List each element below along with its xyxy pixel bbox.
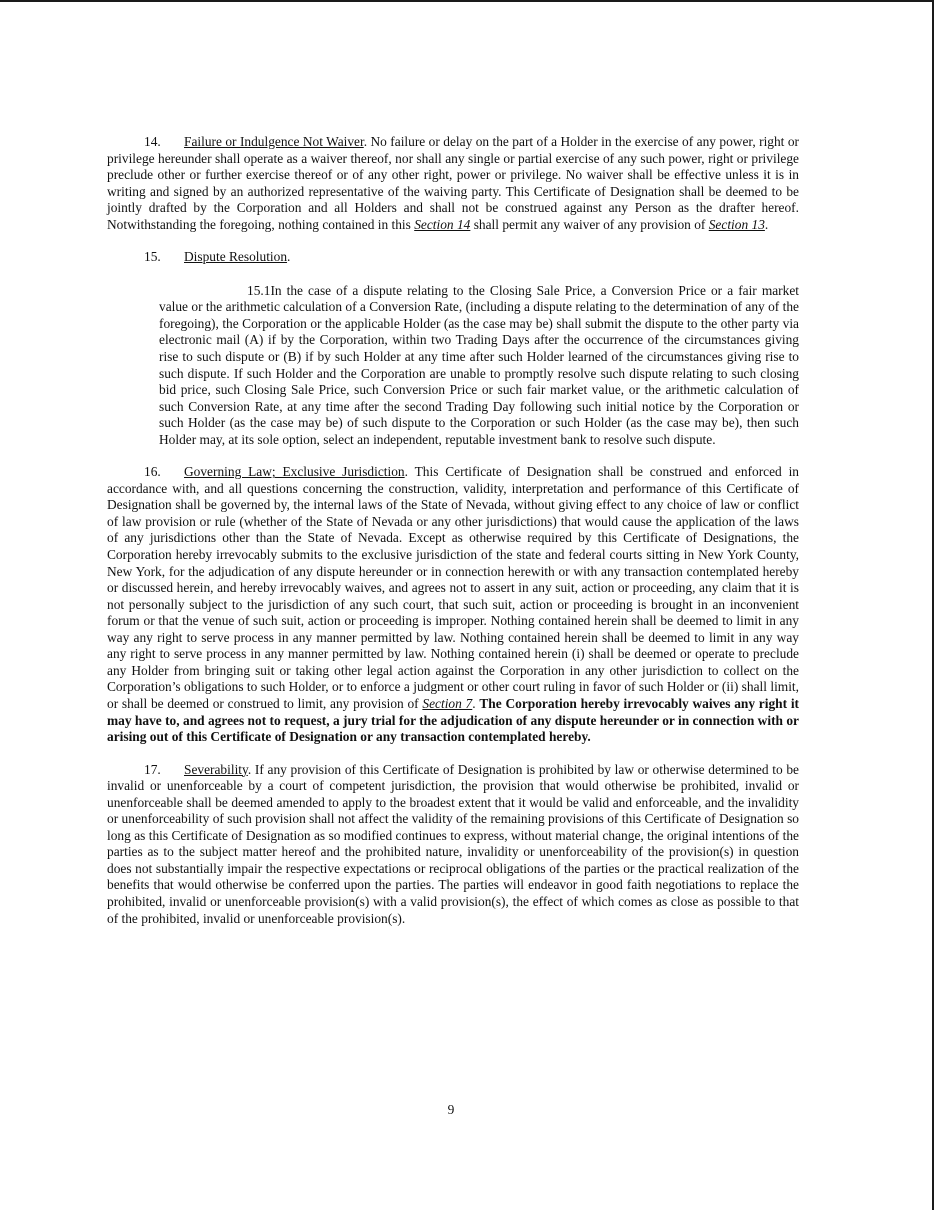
section-reference: Section 7 xyxy=(422,695,473,711)
subsection-15-1 xyxy=(159,283,799,448)
section-reference: Section 14 xyxy=(414,216,471,232)
section-text: . This Certificate of Designation shall be construed and enforced in accordance with, and all questions concerning the construction, validity, interpretation and performance of this Certificate of Designation shall be governed by, the internal laws of the State of Nevada, without giving effect to any choice of law or conflict of law provision or rule (whether of the State of Nevada or any other jurisdictions) that would cause the application of the laws of any jurisdictions other than the State of Nevada. Except as otherwise required by this Certificate of Designations, the Corporation hereby irrevocably submits to the exclusive jurisdiction of the state and federal courts sitting in New York County, New York, for the adjudication of any dispute hereunder or in connection herewith or with any transaction contemplated hereby or discussed herein, and hereby irrevocably waives, and agrees not to assert in any suit, action or proceeding, any claim that it is not personally subject to the jurisdiction of any such court, that such suit, action or proceeding is brought in an inconvenient forum or that the venue of such suit, action or proceeding is improper. Nothing contained herein shall be deemed to limit in any way any right to serve process in any manner permitted by law. Nothing contained herein shall be deemed to limit in any way any right to serve process in any manner permitted by law. Nothing contained herein (i) shall be deemed or operate to preclude any Holder from bringing suit or taking other legal action against the Corporation in any other jurisdiction to collect on the Corporation’s obligations to such Holder, or to enforce a judgment or other court ruling in favor of such Holder or (ii) shall limit, or shall be deemed or construed to limit, any provision of xyxy=(107,464,799,711)
section-text: . xyxy=(764,216,769,232)
section-16 xyxy=(107,464,799,745)
section-text: shall permit any waiver of any provision of xyxy=(470,216,709,232)
section-reference: Section 13 xyxy=(708,216,765,232)
section-15-heading xyxy=(107,249,799,266)
section-title: Severability xyxy=(184,761,248,777)
subsection-text: In the case of a dispute relating to the Closing Sale Price, a Conversion Price or a fair market value or the arithmetic calculation of a Conversion Rate, (including a dispute relating to the determination of any of the foregoing), the Corporation or the applicable Holder (as the case may be) shall submit the dispute to the other party via electronic mail (A) if by the Corporation, within two Trading Days after the occurrence of the circumstances giving rise to such dispute or (B) if by such Holder at any time after such Holder learned of the circumstances giving rise to such dispute. If such Holder and the Corporation are unable to promptly resolve such dispute relating to such closing bid price, such Closing Sale Price, such Conversion Price or such fair market value, or the arithmetic calculation of such Conversion Rate, at any time after the second Trading Day following such initial notice by the Corporation or such Holder (as the case may be) of such dispute to the Corporation or such Holder (as the case may be), then such Holder may, at its sole option, select an independent, reputable investment bank to resolve such dispute. xyxy=(159,282,799,447)
section-number: 14. xyxy=(144,134,161,149)
section-text: . If any provision of this Certificate of Designation is prohibited by law or otherwise determined to be invalid or unenforceable by a court of competent jurisdiction, the provision that would otherwise be prohibited, invalid or unenforceable shall be deemed amended to apply to the broadest extent that it would be valid and enforceable, and the invalidity or unenforceability of such provision shall not affect the validity of the remaining provisions of this Certificate of Designation so long as this Certificate of Designation as so modified continues to express, without material change, the original intentions of the parties as to the subject matter hereof and the prohibited nature, invalidity or unenforceability of the provision(s) in question does not substantially impair the respective expectations or reciprocal obligations of the parties or the practical realization of the benefits that would otherwise be conferred upon the parties. The parties will endeavor in good faith negotiations to replace the prohibited, invalid or unenforceable provision(s) with a valid provision(s), the effect of which comes as close as possible to that of the prohibited, invalid or unenforceable provision(s). xyxy=(107,761,799,926)
page-number: 9 xyxy=(447,1102,455,1117)
section-number: 15. xyxy=(144,249,161,265)
section-title-punctuation: . xyxy=(287,249,291,265)
section-17 xyxy=(107,762,799,927)
section-number: 17. xyxy=(144,761,161,777)
jury-waiver-text: The Corporation hereby irrevocably waives any right it may have to, and agrees not to request, a jury trial for the adjudication of any dispute hereunder or in connection with or arising out of this Certificate of Designation or any transaction contemplated hereby. xyxy=(107,695,799,745)
section-title: Failure or Indulgence Not Waiver xyxy=(184,134,364,149)
section-title: Governing Law; Exclusive Jurisdiction xyxy=(184,464,405,480)
section-title: Dispute Resolution xyxy=(184,249,288,265)
section-number: 16. xyxy=(144,464,161,480)
section-text: . No failure or delay on the part of a Holder in the exercise of any power, right or privilege hereunder shall operate as a waiver thereof, nor shall any single or partial exercise of any such power, right or privilege preclude other or further exercise thereof or of any other right, power or privilege. No waiver shall be effective unless it is in writing and signed by an authorized representative of the waiving party. This Certificate of Designation shall be deemed to be jointly drafted by the Corporation and all Holders and shall not be construed against any Person as the drafter hereof. Notwithstanding the foregoing, nothing contained in this xyxy=(107,134,799,232)
section-14 xyxy=(107,134,799,233)
document-body xyxy=(107,134,799,927)
subsection-number: 15.1 xyxy=(247,282,271,298)
section-text: . xyxy=(472,695,480,711)
